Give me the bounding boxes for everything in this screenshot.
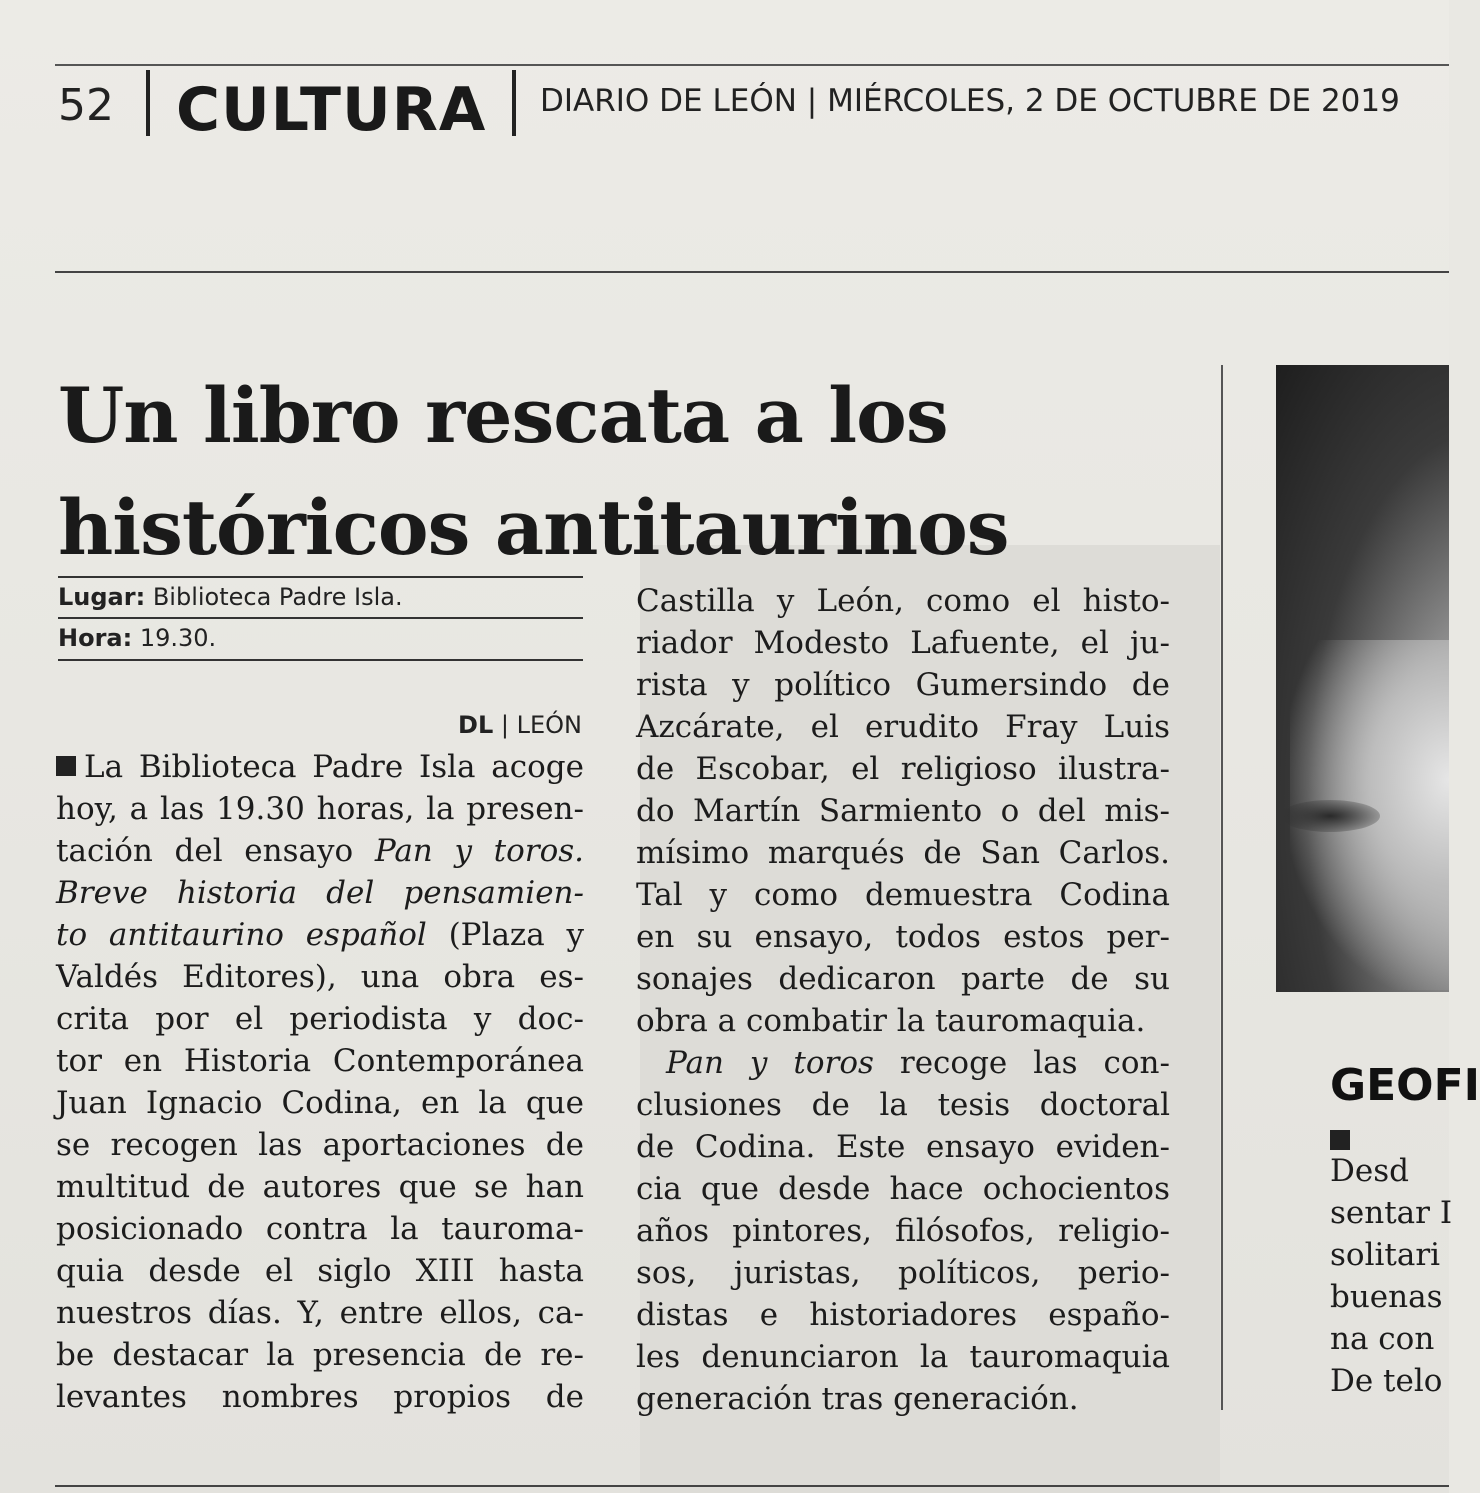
info-rule (58, 576, 583, 578)
body-line: hoy, a las 19.30 horas, la presen- (56, 791, 584, 827)
body-line: sonajes dedicaron parte de su (636, 961, 1170, 997)
byline-place: | LEÓN (500, 711, 582, 739)
header-divider (146, 70, 150, 136)
body-line: solitari (1330, 1237, 1441, 1273)
body-line: obra a combatir la tauromaquia. (636, 1003, 1146, 1039)
body-line: La Biblioteca Padre Isla acoge (56, 746, 584, 788)
body-line: buenas (1330, 1279, 1443, 1315)
info-value: 19.30. (139, 624, 217, 652)
bullet-square-icon (1330, 1130, 1350, 1150)
body-line: na con (1330, 1321, 1435, 1357)
body-line: de Escobar, el religioso ilustra- (636, 751, 1170, 787)
article-headline (58, 360, 1198, 584)
body-line: to antitaurino español (Plaza y (56, 917, 584, 953)
body-line: multitud de autores que se han (56, 1169, 584, 1205)
info-label: Hora: (58, 624, 133, 652)
body-line: do Martín Sarmiento o del mis- (636, 793, 1170, 829)
body-line: Azcárate, el erudito Fray Luis (636, 709, 1170, 745)
info-lugar (58, 580, 403, 614)
body-line: generación tras generación. (636, 1381, 1079, 1417)
page-bottom-rule (55, 1485, 1449, 1487)
info-value: Biblioteca Padre Isla. (152, 583, 403, 611)
body-line: Juan Ignacio Codina, en la que (56, 1085, 584, 1121)
header-divider (512, 70, 516, 136)
adjacent-article-title: GEOFI (1330, 1060, 1480, 1111)
body-line: cia que desde hace ochocientos (636, 1171, 1170, 1207)
body-line: Valdés Editores), una obra es- (56, 959, 584, 995)
body-line: riador Modesto Lafuente, el ju- (636, 625, 1170, 661)
byline-agency: DL (458, 711, 494, 739)
body-line: de Codina. Este ensayo eviden- (636, 1129, 1170, 1165)
body-line: se recogen las aportaciones de (56, 1127, 584, 1163)
body-line: rista y político Gumersindo de (636, 667, 1170, 703)
headline-line: Un libro rescata a los (58, 371, 948, 460)
body-line: Breve historia del pensamien- (56, 875, 584, 911)
body-line: levantes nombres propios de (56, 1379, 584, 1415)
body-line: De telo (1330, 1363, 1443, 1399)
info-label: Lugar: (58, 583, 146, 611)
info-hora (58, 621, 216, 655)
body-line: mísimo marqués de San Carlos. (636, 835, 1170, 871)
body-line: Pan y toros recoge las con- (666, 1045, 1170, 1081)
body-line: Tal y como demuestra Codina (636, 877, 1170, 913)
body-line: clusiones de la tesis doctoral (636, 1087, 1170, 1123)
body-line: distas e historiadores españo- (636, 1297, 1170, 1333)
body-line: quia desde el siglo XIII hasta (56, 1253, 584, 1289)
body-line: crita por el periodista y doc- (56, 1001, 584, 1037)
body-line: sos, juristas, políticos, perio- (636, 1255, 1170, 1291)
body-line: Desd (1330, 1130, 1452, 1192)
body-line: be destacar la presencia de re- (56, 1337, 584, 1373)
section-title: CULTURA (176, 75, 487, 145)
body-column-right (636, 580, 1170, 1420)
body-line: les denunciaron la tauromaquia (636, 1339, 1170, 1375)
body-column-left (56, 746, 584, 1418)
body-line: nuestros días. Y, entre ellos, ca- (56, 1295, 584, 1331)
headline-line: históricos antitaurinos (58, 483, 1009, 572)
info-rule (58, 659, 583, 661)
bullet-square-icon (56, 756, 76, 776)
adjacent-article-body (1330, 1130, 1452, 1402)
body-line: años pintores, filósofos, religio- (636, 1213, 1170, 1249)
adjacent-article (1223, 0, 1480, 1493)
body-line: tor en Historia Contemporánea (56, 1043, 584, 1079)
body-line: Castilla y León, como el histo- (636, 583, 1170, 619)
page-number: 52 (58, 80, 114, 131)
byline (300, 708, 582, 742)
info-rule (58, 617, 583, 619)
dateline: DIARIO DE LEÓN | MIÉRCOLES, 2 DE OCTUBRE DE 2019 (540, 83, 1400, 119)
body-line: posicionado contra la tauroma- (56, 1211, 584, 1247)
body-line: en su ensayo, todos estos per- (636, 919, 1170, 955)
body-line: tación del ensayo Pan y toros. (56, 833, 584, 869)
body-line: sentar I (1330, 1195, 1453, 1231)
